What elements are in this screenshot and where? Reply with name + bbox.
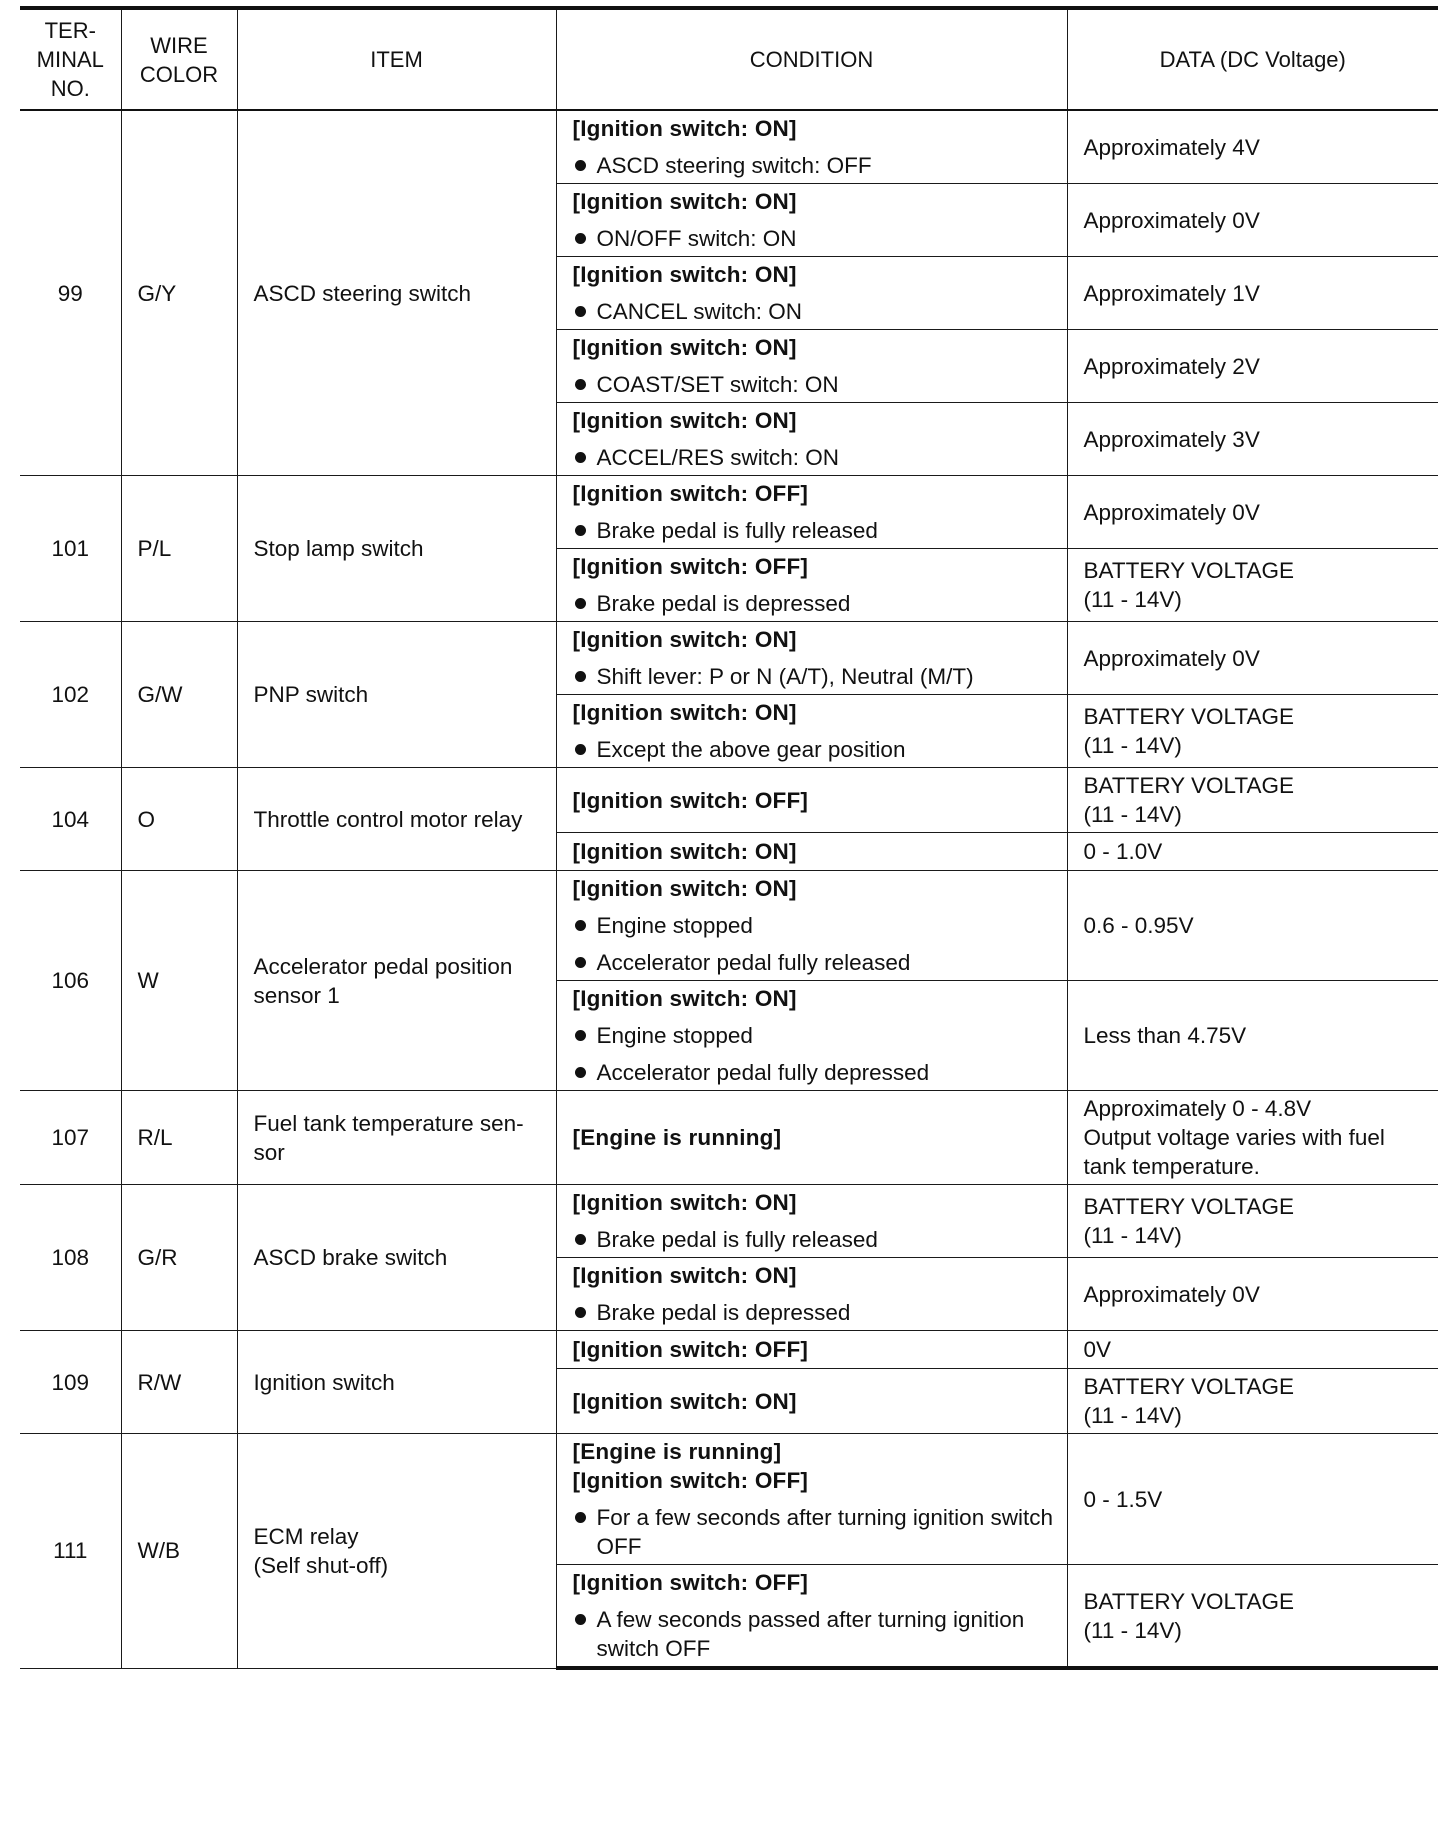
condition-bullet-item <box>573 1503 1057 1561</box>
item-cell: ECM relay (Self shut-off) <box>237 1434 556 1669</box>
dc-voltage-cell: Less than 4.75V <box>1067 981 1438 1091</box>
condition-bullet-text: Brake pedal is depressed <box>596 591 851 616</box>
item-cell: Accelerator pedal position sensor 1 <box>237 871 556 1091</box>
condition-cell <box>556 981 1067 1091</box>
terminal-no-header: TER- MINAL NO. <box>20 8 121 110</box>
condition-bullet-item <box>573 589 1057 618</box>
dc-voltage-cell: Approximately 0V <box>1067 622 1438 695</box>
item-cell: Stop lamp switch <box>237 476 556 622</box>
condition-header-text: [Ignition switch: ON] <box>572 335 797 360</box>
bullet-dot-icon <box>575 233 586 244</box>
condition-bullet-text: Accelerator pedal fully released <box>596 950 911 975</box>
item-header: ITEM <box>237 8 556 110</box>
bullet-dot-icon <box>575 160 586 171</box>
terminal-number-cell: 102 <box>20 622 121 768</box>
wire-color-cell: G/W <box>121 622 237 768</box>
condition-cell <box>556 1185 1067 1258</box>
condition-header-text: [Ignition switch: OFF] <box>572 1570 809 1595</box>
dc-voltage-cell: Approximately 4V <box>1067 110 1438 184</box>
table-body <box>20 110 1438 1668</box>
wire-color-cell: W/B <box>121 1434 237 1669</box>
dc-voltage-cell: Approximately 0V <box>1067 184 1438 257</box>
bullet-dot-icon <box>575 744 586 755</box>
condition-bullet-text: ASCD steering switch: OFF <box>596 153 872 178</box>
condition-bullet-item <box>573 1021 1057 1050</box>
table-row <box>20 768 1438 833</box>
terminal-number-cell: 106 <box>20 871 121 1091</box>
dc-voltage-cell: BATTERY VOLTAGE (11 - 14V) <box>1067 549 1438 622</box>
condition-bullet-text: A few seconds passed after turning ignition switch OFF <box>596 1607 1025 1661</box>
condition-bullet-text: Brake pedal is fully released <box>596 518 878 543</box>
condition-header-text: [Engine is running] <box>572 1125 782 1150</box>
condition-bullet-item <box>573 1058 1057 1087</box>
condition-header-text: [Ignition switch: OFF] <box>572 787 809 813</box>
condition-cell <box>556 403 1067 476</box>
condition-bullet-text: Accelerator pedal fully depressed <box>596 1060 930 1085</box>
condition-header: CONDITION <box>556 8 1067 110</box>
condition-header-text: [Ignition switch: ON] <box>572 189 797 214</box>
wire-color-header: WIRE COLOR <box>121 8 237 110</box>
condition-header-text: [Ignition switch: ON] <box>572 839 797 864</box>
condition-bullet-text: Except the above gear position <box>596 737 906 762</box>
dc-voltage-cell: BATTERY VOLTAGE (11 - 14V) <box>1067 695 1438 768</box>
condition-bullet-item <box>573 443 1057 472</box>
dc-voltage-cell: Approximately 2V <box>1067 330 1438 403</box>
bullet-dot-icon <box>575 306 586 317</box>
dc-voltage-cell: Approximately 3V <box>1067 403 1438 476</box>
condition-cell <box>556 330 1067 403</box>
condition-cell <box>556 1331 1067 1369</box>
condition-bullet-item <box>573 1225 1057 1254</box>
condition-bullet-item <box>573 297 1057 326</box>
terminal-number-cell: 111 <box>20 1434 121 1669</box>
condition-cell <box>556 1565 1067 1669</box>
condition-bullet-item <box>573 151 1057 180</box>
condition-bullet-text: Brake pedal is fully released <box>596 1227 878 1252</box>
wire-color-cell: P/L <box>121 476 237 622</box>
condition-cell <box>556 110 1067 184</box>
ecm-terminal-table-sheet <box>20 6 1438 1820</box>
condition-bullet-text: Shift lever: P or N (A/T), Neutral (M/T) <box>596 664 974 689</box>
condition-header-text: [Ignition switch: ON] <box>572 1263 797 1288</box>
condition-cell <box>556 549 1067 622</box>
item-cell: ASCD brake switch <box>237 1185 556 1331</box>
terminal-number-cell: 99 <box>20 110 121 476</box>
condition-bullet-item <box>573 1298 1057 1327</box>
wire-color-cell: R/L <box>121 1091 237 1185</box>
dc-voltage-cell: 0 - 1.0V <box>1067 833 1438 871</box>
condition-bullet-item <box>573 911 1057 940</box>
dc-voltage-cell: 0 - 1.5V <box>1067 1434 1438 1565</box>
condition-header-text: [Ignition switch: ON] <box>572 986 797 1011</box>
condition-bullet-text: CANCEL switch: ON <box>596 299 802 324</box>
condition-header-text: [Ignition switch: ON] <box>572 1190 797 1215</box>
dc-voltage-cell: 0V <box>1067 1331 1438 1369</box>
condition-cell <box>556 1434 1067 1565</box>
bullet-dot-icon <box>575 525 586 536</box>
terminal-number-cell: 107 <box>20 1091 121 1185</box>
condition-bullet-text: Engine stopped <box>596 1023 753 1048</box>
condition-cell <box>556 1369 1067 1434</box>
dc-voltage-cell: Approximately 0 - 4.8V Output voltage varies with fuel tank temperature. <box>1067 1091 1438 1185</box>
condition-bullet-text: ACCEL/RES switch: ON <box>596 445 840 470</box>
condition-bullet-item <box>573 1605 1057 1663</box>
table-row <box>20 110 1438 184</box>
condition-header-text: [Ignition switch: ON] <box>572 408 797 433</box>
condition-header-text: [Ignition switch: ON] <box>572 627 797 652</box>
wire-color-cell: W <box>121 871 237 1091</box>
condition-cell <box>556 833 1067 871</box>
condition-cell <box>556 257 1067 330</box>
bullet-dot-icon <box>575 1512 586 1523</box>
condition-header-text: [Ignition switch: ON] <box>572 876 797 901</box>
table-row <box>20 1091 1438 1185</box>
condition-cell <box>556 476 1067 549</box>
condition-bullet-text: COAST/SET switch: ON <box>596 372 839 397</box>
dc-voltage-cell: Approximately 1V <box>1067 257 1438 330</box>
terminal-number-cell: 109 <box>20 1331 121 1434</box>
condition-cell <box>556 695 1067 768</box>
dc-voltage-cell: BATTERY VOLTAGE (11 - 14V) <box>1067 1369 1438 1434</box>
bullet-dot-icon <box>575 1614 586 1625</box>
bullet-dot-icon <box>575 1307 586 1318</box>
condition-header-text: [Ignition switch: OFF] <box>572 481 809 506</box>
condition-cell <box>556 1091 1067 1185</box>
terminal-number-cell: 101 <box>20 476 121 622</box>
dc-voltage-cell: BATTERY VOLTAGE (11 - 14V) <box>1067 1185 1438 1258</box>
terminal-data-table <box>20 6 1438 1670</box>
table-row <box>20 1434 1438 1565</box>
condition-cell <box>556 184 1067 257</box>
condition-header-text: [Ignition switch: ON] <box>572 1388 797 1414</box>
dc-voltage-cell: BATTERY VOLTAGE (11 - 14V) <box>1067 768 1438 833</box>
condition-bullet-item <box>573 370 1057 399</box>
table-row <box>20 1185 1438 1258</box>
condition-bullet-text: Brake pedal is depressed <box>596 1300 851 1325</box>
condition-header-text: [Engine is running] [Ignition switch: OFF] <box>572 1439 809 1493</box>
condition-header-text: [Ignition switch: OFF] <box>572 554 809 579</box>
condition-cell <box>556 1258 1067 1331</box>
dc-voltage-cell: BATTERY VOLTAGE (11 - 14V) <box>1067 1565 1438 1669</box>
bullet-dot-icon <box>575 598 586 609</box>
condition-bullet-text: ON/OFF switch: ON <box>596 226 797 251</box>
wire-color-cell: O <box>121 768 237 871</box>
condition-bullet-item <box>573 516 1057 545</box>
condition-bullet-text: For a few seconds after turning ignition switch OFF <box>596 1505 1053 1559</box>
condition-cell <box>556 622 1067 695</box>
table-row <box>20 622 1438 695</box>
condition-bullet-item <box>573 662 1057 691</box>
condition-bullet-item <box>573 735 1057 764</box>
data-header: DATA (DC Voltage) <box>1067 8 1438 110</box>
item-cell: Ignition switch <box>237 1331 556 1434</box>
bullet-dot-icon <box>575 1234 586 1245</box>
condition-header-text: [Ignition switch: ON] <box>572 700 797 725</box>
condition-header-text: [Ignition switch: ON] <box>572 262 797 287</box>
bullet-dot-icon <box>575 1067 586 1078</box>
bullet-dot-icon <box>575 379 586 390</box>
bullet-dot-icon <box>575 920 586 931</box>
table-row <box>20 871 1438 981</box>
bullet-dot-icon <box>575 452 586 463</box>
bullet-dot-icon <box>575 957 586 968</box>
dc-voltage-cell: Approximately 0V <box>1067 476 1438 549</box>
item-cell: PNP switch <box>237 622 556 768</box>
item-cell: ASCD steering switch <box>237 110 556 476</box>
condition-cell <box>556 871 1067 981</box>
wire-color-cell: G/R <box>121 1185 237 1331</box>
dc-voltage-cell: Approximately 0V <box>1067 1258 1438 1331</box>
item-cell: Fuel tank temperature sen- sor <box>237 1091 556 1185</box>
wire-color-cell: G/Y <box>121 110 237 476</box>
dc-voltage-cell: 0.6 - 0.95V <box>1067 871 1438 981</box>
condition-bullet-item <box>573 948 1057 977</box>
condition-cell <box>556 768 1067 833</box>
item-cell: Throttle control motor relay <box>237 768 556 871</box>
terminal-number-cell: 108 <box>20 1185 121 1331</box>
terminal-number-cell: 104 <box>20 768 121 871</box>
table-row <box>20 1331 1438 1369</box>
condition-header-text: [Ignition switch: OFF] <box>572 1337 809 1362</box>
bullet-dot-icon <box>575 671 586 682</box>
bullet-dot-icon <box>575 1030 586 1041</box>
condition-bullet-text: Engine stopped <box>596 913 753 938</box>
wire-color-cell: R/W <box>121 1331 237 1434</box>
condition-bullet-item <box>573 224 1057 253</box>
condition-header-text: [Ignition switch: ON] <box>572 116 797 141</box>
table-header-row <box>20 8 1438 110</box>
table-row <box>20 476 1438 549</box>
